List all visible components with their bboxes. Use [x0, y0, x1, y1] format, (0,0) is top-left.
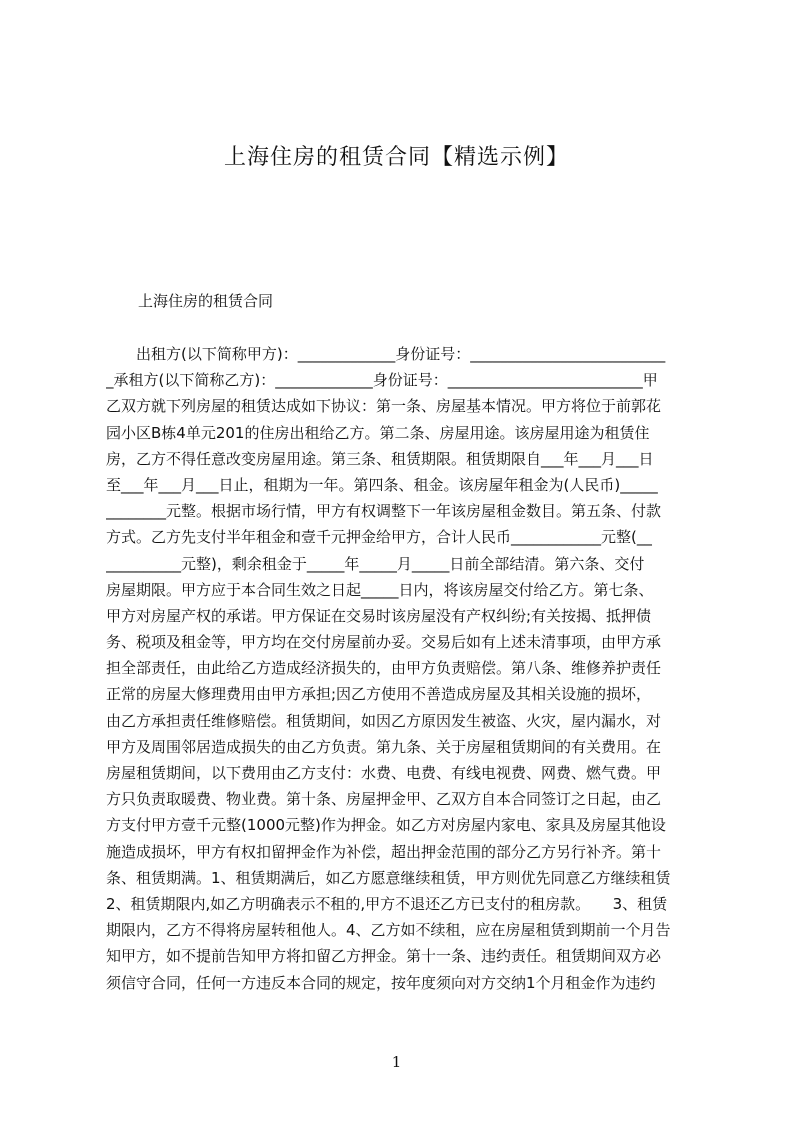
document-subtitle: 上海住房的租赁合同 — [138, 292, 274, 310]
body-line: ________元整。根据市场行情，甲方有权调整下一年该房屋租金数目。第五条、付款 — [106, 502, 662, 521]
body-line: 期限内，乙方不得将房屋转租他人。4、乙方如不续租，应在房屋租赁到期前一个月告 — [106, 921, 671, 940]
body-line: 甲方对房屋产权的承诺。甲方保证在交易时该房屋没有产权纠纷;有关按揭、抵押债 — [106, 606, 652, 625]
body-line: 务、税项及租金等，甲方均在交付房屋前办妥。交易后如有上述未清事项，由甲方承 — [106, 633, 662, 652]
body-line: 房屋租赁期间，以下费用由乙方支付：水费、电费、有线电视费、网费、燃气费。甲 — [106, 764, 662, 782]
body-line: 房，乙方不得任意改变房屋用途。第三条、租赁期限。租赁期限自___年___月___日 — [106, 449, 654, 468]
body-line: 方只负责取暖费、物业费。第十条、房屋押金甲、乙双方自本合同签订之日起，由乙 — [106, 790, 662, 809]
body-line: 知甲方，如不提前告知甲方将扣留乙方押金。第十一条、违约责任。租赁期间双方必 — [106, 947, 662, 966]
body-line: 方支付甲方壹千元整(1000元整)作为押金。如乙方对房屋内家电、家具及房屋其他设 — [106, 816, 666, 835]
body-line: 房屋期限。甲方应于本合同生效之日起_____日内，将该房屋交付给乙方。第七条、 — [106, 580, 654, 599]
body-line: _承租方(以下简称乙方)：_____________身份证号：__________________________甲 — [106, 371, 658, 390]
body-line: 须信守合同，任何一方违反本合同的规定，按年度须向对方交纳1个月租金作为违约 — [106, 973, 656, 992]
body-line: 正常的房屋大修理费用由甲方承担;因乙方使用不善造成房屋及其相关设施的损坏， — [106, 685, 652, 704]
body-line: 2、租赁期限内,如乙方明确表示不租的,甲方不退还乙方已支付的租房款。 3、租赁 — [106, 894, 668, 913]
page-number: 1 — [391, 1053, 402, 1071]
body-line: 方式。乙方先支付半年租金和壹千元押金给甲方，合计人民币____________元整(__ — [106, 528, 652, 547]
body-line: 乙双方就下列房屋的租赁达成如下协议：第一条、房屋基本情况。甲方将位于前郭花 — [106, 397, 662, 416]
body-line: 由乙方承担责任维修赔偿。租赁期间，如因乙方原因发生被盗、火灾，屋内漏水，对 — [106, 711, 662, 730]
document-title: 上海住房的租赁合同【精选示例】 — [223, 145, 569, 170]
body-line: 园小区B栋4单元201的住房出租给乙方。第二条、房屋用途。该房屋用途为租赁住 — [106, 423, 650, 442]
body-line: 施造成损坏，甲方有权扣留押金作为补偿，超出押金范围的部分乙方另行补齐。第十 — [106, 842, 662, 861]
contract-body — [106, 341, 698, 996]
body-line: 甲方及周围邻居造成损失的由乙方负责。第九条、关于房屋租赁期间的有关费用。在 — [106, 737, 662, 756]
body-line: 担全部责任，由此给乙方造成经济损失的，由甲方负责赔偿。第八条、维修养护责任 — [106, 659, 662, 678]
body-line: 出租方(以下简称甲方)：_____________身份证号：__________________________ — [106, 345, 666, 363]
body-line: __________元整)，剩余租金于_____年_____月_____日前全部结清。第六条、交付 — [106, 554, 645, 573]
body-line: 至___年___月___日止，租期为一年。第四条、租金。该房屋年租金为(人民币)_____ — [106, 475, 658, 494]
body-line: 条、租赁期满。1、租赁期满后，如乙方愿意继续租赁，甲方则优先同意乙方继续租赁 — [106, 868, 671, 887]
